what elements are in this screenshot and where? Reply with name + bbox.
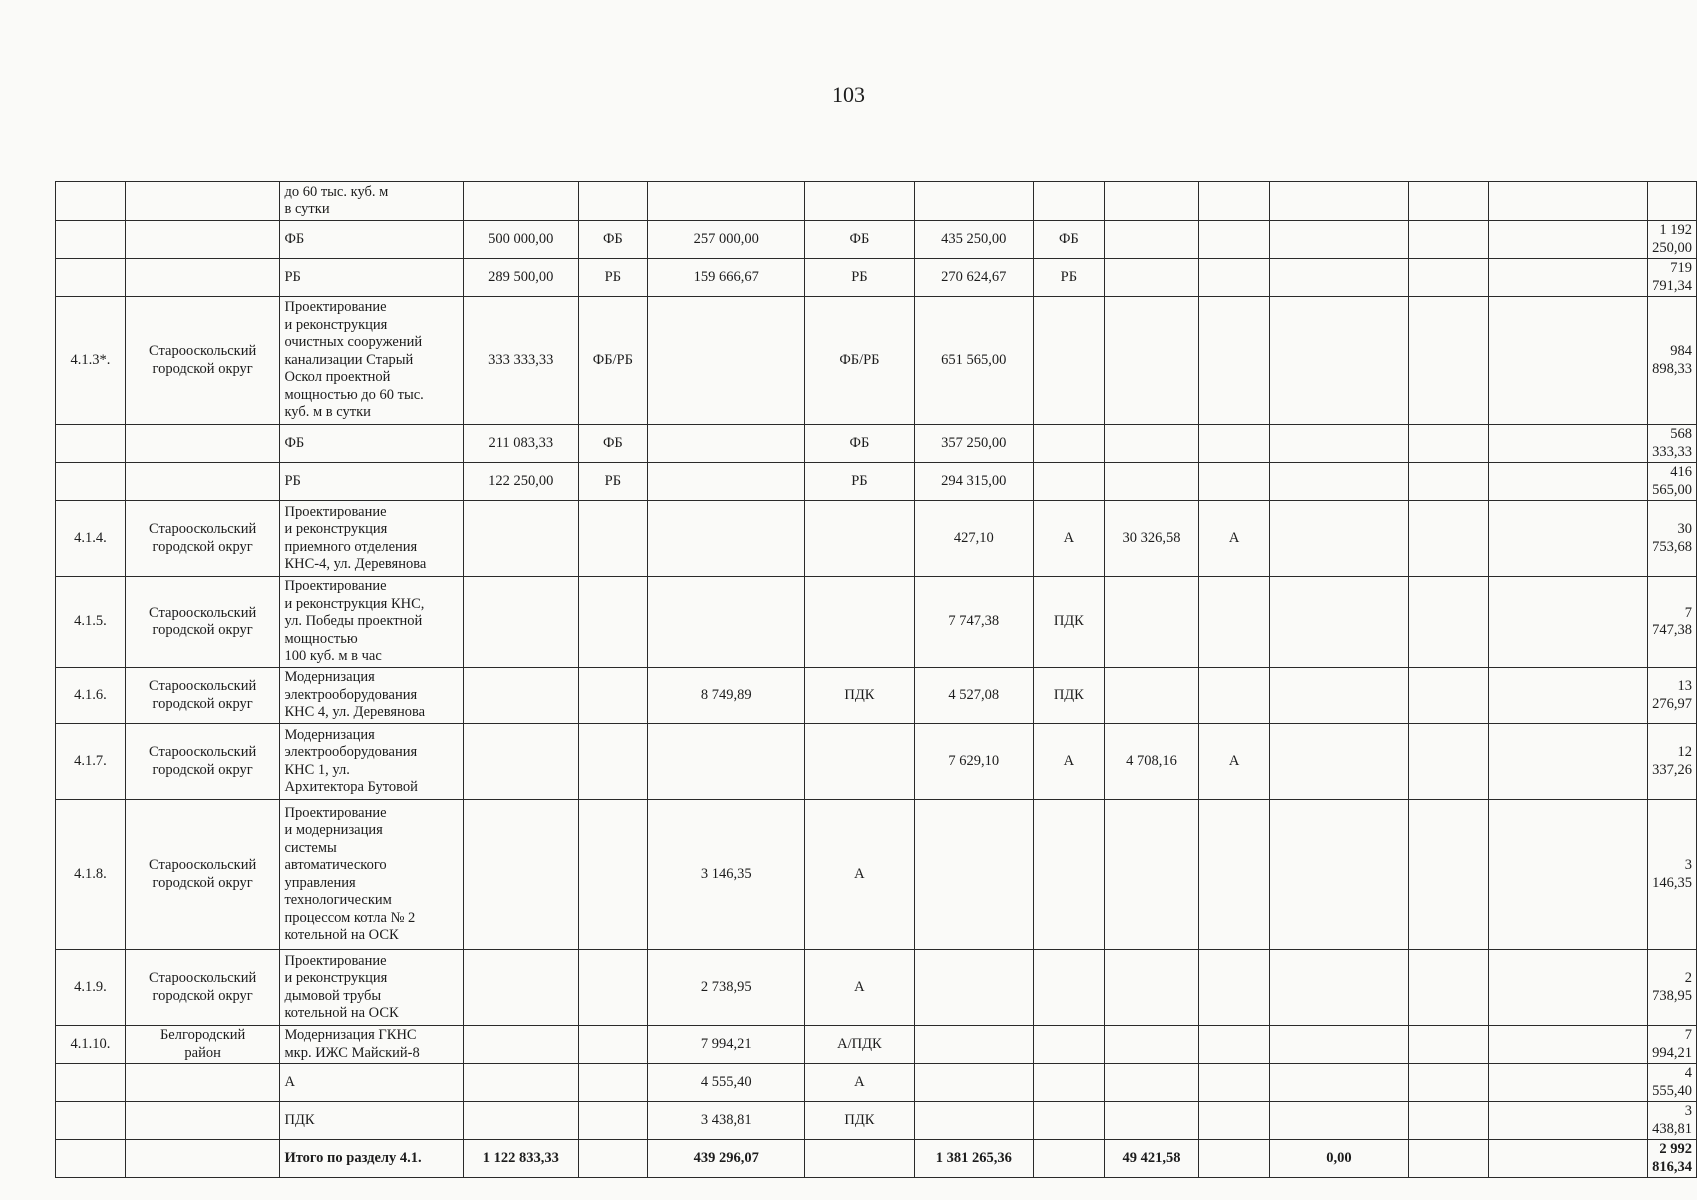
src-2022 — [1199, 950, 1270, 1026]
municipality — [125, 1064, 280, 1102]
src-2023 — [1408, 463, 1488, 501]
sum-2021: 1 381 265,36 — [914, 1140, 1033, 1178]
sum-2020 — [648, 425, 805, 463]
table-row — [56, 182, 1697, 221]
src-extra — [1489, 577, 1648, 668]
row-number — [56, 1140, 126, 1178]
sum-2023 — [1269, 668, 1408, 724]
src-2021 — [1033, 1140, 1104, 1178]
src-extra — [1489, 182, 1648, 221]
total-sum: 4 555,40 — [1648, 1064, 1697, 1102]
sum-2021 — [914, 1064, 1033, 1102]
src-2023 — [1408, 1026, 1488, 1064]
src-2023 — [1408, 221, 1488, 259]
sum-2022 — [1104, 1064, 1199, 1102]
table-row — [56, 501, 1697, 577]
total-sum: 3 438,81 — [1648, 1102, 1697, 1140]
src-2022 — [1199, 1026, 1270, 1064]
src-2019 — [578, 1026, 648, 1064]
src-extra — [1489, 1026, 1648, 1064]
src-2020: А/ПДК — [805, 1026, 914, 1064]
sum-2022 — [1104, 297, 1199, 425]
src-2020 — [805, 724, 914, 800]
src-2019: РБ — [578, 463, 648, 501]
table-row — [56, 724, 1697, 800]
table-row — [56, 800, 1697, 950]
municipality: Старооскольский городской округ — [125, 297, 280, 425]
total-sum: 2 992 816,34 — [1648, 1140, 1697, 1178]
src-2021 — [1033, 463, 1104, 501]
src-2019 — [578, 800, 648, 950]
src-2020 — [805, 1140, 914, 1178]
sum-2022 — [1104, 800, 1199, 950]
sum-2019 — [464, 950, 578, 1026]
sum-2020: 439 296,07 — [648, 1140, 805, 1178]
src-2022 — [1199, 800, 1270, 950]
src-extra — [1489, 425, 1648, 463]
sum-2019: 289 500,00 — [464, 259, 578, 297]
municipality: Старооскольский городской округ — [125, 800, 280, 950]
src-2019 — [578, 577, 648, 668]
src-2020 — [805, 577, 914, 668]
src-2021: ПДК — [1033, 577, 1104, 668]
sum-2019: 333 333,33 — [464, 297, 578, 425]
src-2023 — [1408, 1140, 1488, 1178]
src-extra — [1489, 501, 1648, 577]
object-name: ФБ — [280, 425, 464, 463]
sum-2023 — [1269, 724, 1408, 800]
src-extra — [1489, 668, 1648, 724]
sum-2023 — [1269, 577, 1408, 668]
total-sum: 12 337,26 — [1648, 724, 1697, 800]
src-extra — [1489, 221, 1648, 259]
src-2019: ФБ — [578, 221, 648, 259]
total-sum: 7 994,21 — [1648, 1026, 1697, 1064]
src-2023 — [1408, 577, 1488, 668]
src-extra — [1489, 800, 1648, 950]
sum-2021: 4 527,08 — [914, 668, 1033, 724]
municipality: Старооскольский городской округ — [125, 668, 280, 724]
src-2020: ПДК — [805, 1102, 914, 1140]
sum-2023 — [1269, 221, 1408, 259]
sum-2021: 270 624,67 — [914, 259, 1033, 297]
src-extra — [1489, 259, 1648, 297]
sum-2022 — [1104, 950, 1199, 1026]
src-2023 — [1408, 1102, 1488, 1140]
total-sum — [1648, 182, 1697, 221]
sum-2022 — [1104, 182, 1199, 221]
src-2020: РБ — [805, 259, 914, 297]
municipality — [125, 182, 280, 221]
sum-2019 — [464, 577, 578, 668]
src-2020: А — [805, 950, 914, 1026]
row-number — [56, 425, 126, 463]
sum-2023 — [1269, 463, 1408, 501]
sum-2023 — [1269, 259, 1408, 297]
src-2022 — [1199, 668, 1270, 724]
page-number: 103 — [832, 82, 865, 107]
src-2021 — [1033, 182, 1104, 221]
total-row — [56, 1140, 1697, 1178]
sum-2020 — [648, 463, 805, 501]
total-sum: 7 747,38 — [1648, 577, 1697, 668]
sum-2020 — [648, 182, 805, 221]
src-2021: ФБ — [1033, 221, 1104, 259]
table-row — [56, 668, 1697, 724]
src-2020: ПДК — [805, 668, 914, 724]
sum-2021 — [914, 182, 1033, 221]
row-number: 4.1.5. — [56, 577, 126, 668]
src-2020 — [805, 501, 914, 577]
sum-2019 — [464, 800, 578, 950]
src-extra — [1489, 1102, 1648, 1140]
sum-2022 — [1104, 259, 1199, 297]
sum-2020: 3 146,35 — [648, 800, 805, 950]
sum-2022: 30 326,58 — [1104, 501, 1199, 577]
object-name: А — [280, 1064, 464, 1102]
table-row — [56, 1064, 1697, 1102]
municipality — [125, 1140, 280, 1178]
src-2023 — [1408, 182, 1488, 221]
sum-2021: 7 629,10 — [914, 724, 1033, 800]
src-2021: А — [1033, 724, 1104, 800]
sum-2020: 8 749,89 — [648, 668, 805, 724]
table-row — [56, 577, 1697, 668]
municipality — [125, 425, 280, 463]
sum-2020 — [648, 297, 805, 425]
municipality: Старооскольский городской округ — [125, 577, 280, 668]
sum-2019: 211 083,33 — [464, 425, 578, 463]
sum-2019 — [464, 501, 578, 577]
object-name: до 60 тыс. куб. м в сутки — [280, 182, 464, 221]
src-2023 — [1408, 724, 1488, 800]
sum-2022 — [1104, 463, 1199, 501]
municipality: Старооскольский городской округ — [125, 724, 280, 800]
table-row — [56, 259, 1697, 297]
sum-2022: 4 708,16 — [1104, 724, 1199, 800]
sum-2021 — [914, 1102, 1033, 1140]
src-2019 — [578, 1140, 648, 1178]
sum-2023 — [1269, 800, 1408, 950]
src-2022 — [1199, 221, 1270, 259]
object-name: Модернизация электрооборудования КНС 1, ул. Архитектора Бутовой — [280, 724, 464, 800]
sum-2022: 49 421,58 — [1104, 1140, 1199, 1178]
sum-2020: 4 555,40 — [648, 1064, 805, 1102]
sum-2020 — [648, 577, 805, 668]
src-2020: А — [805, 1064, 914, 1102]
src-extra — [1489, 1140, 1648, 1178]
sum-2023 — [1269, 1026, 1408, 1064]
sum-2022 — [1104, 577, 1199, 668]
municipality: Белгородский район — [125, 1026, 280, 1064]
object-name: Модернизация ГКНС мкр. ИЖС Майский-8 — [280, 1026, 464, 1064]
src-extra — [1489, 1064, 1648, 1102]
row-number — [56, 182, 126, 221]
src-2019 — [578, 1064, 648, 1102]
row-number: 4.1.6. — [56, 668, 126, 724]
src-2019 — [578, 668, 648, 724]
src-2020: ФБ — [805, 425, 914, 463]
sum-2023 — [1269, 425, 1408, 463]
sum-2023 — [1269, 501, 1408, 577]
municipality: Старооскольский городской округ — [125, 950, 280, 1026]
total-sum: 719 791,34 — [1648, 259, 1697, 297]
row-number — [56, 463, 126, 501]
sum-2023 — [1269, 950, 1408, 1026]
object-name: Модернизация электрооборудования КНС 4, ул. Деревянова — [280, 668, 464, 724]
src-2022 — [1199, 1140, 1270, 1178]
table-row — [56, 425, 1697, 463]
src-2020: ФБ/РБ — [805, 297, 914, 425]
sum-2023 — [1269, 182, 1408, 221]
sum-2019: 1 122 833,33 — [464, 1140, 578, 1178]
src-2023 — [1408, 501, 1488, 577]
sum-2020: 3 438,81 — [648, 1102, 805, 1140]
sum-2020: 2 738,95 — [648, 950, 805, 1026]
row-number: 4.1.8. — [56, 800, 126, 950]
sum-2020: 257 000,00 — [648, 221, 805, 259]
sum-2019: 122 250,00 — [464, 463, 578, 501]
sum-2021: 294 315,00 — [914, 463, 1033, 501]
sum-2021 — [914, 1026, 1033, 1064]
row-number: 4.1.7. — [56, 724, 126, 800]
table-row — [56, 1102, 1697, 1140]
municipality — [125, 221, 280, 259]
src-2019 — [578, 501, 648, 577]
src-2023 — [1408, 259, 1488, 297]
src-2021 — [1033, 1102, 1104, 1140]
sum-2023 — [1269, 297, 1408, 425]
object-name: Проектирование и реконструкция КНС, ул. Победы проектной мощностью 100 куб. м в час — [280, 577, 464, 668]
src-2022 — [1199, 1102, 1270, 1140]
object-name: РБ — [280, 259, 464, 297]
sum-2019 — [464, 182, 578, 221]
src-2021 — [1033, 1026, 1104, 1064]
src-2019: РБ — [578, 259, 648, 297]
src-2019 — [578, 950, 648, 1026]
src-extra — [1489, 950, 1648, 1026]
sum-2019 — [464, 724, 578, 800]
sum-2023: 0,00 — [1269, 1140, 1408, 1178]
sum-2020 — [648, 724, 805, 800]
src-2021: РБ — [1033, 259, 1104, 297]
src-extra — [1489, 463, 1648, 501]
src-2021 — [1033, 950, 1104, 1026]
src-2023 — [1408, 1064, 1488, 1102]
src-2023 — [1408, 425, 1488, 463]
src-2023 — [1408, 297, 1488, 425]
object-name: ПДК — [280, 1102, 464, 1140]
sum-2022 — [1104, 1026, 1199, 1064]
src-2022 — [1199, 463, 1270, 501]
table-row — [56, 1026, 1697, 1064]
src-2023 — [1408, 800, 1488, 950]
table-row — [56, 221, 1697, 259]
sum-2021: 357 250,00 — [914, 425, 1033, 463]
budget-table — [55, 181, 1697, 1178]
src-2022 — [1199, 297, 1270, 425]
object-name: Итого по разделу 4.1. — [280, 1140, 464, 1178]
src-2019: ФБ — [578, 425, 648, 463]
sum-2021 — [914, 800, 1033, 950]
src-2021 — [1033, 800, 1104, 950]
sum-2019 — [464, 1102, 578, 1140]
src-2019 — [578, 724, 648, 800]
municipality: Старооскольский городской округ — [125, 501, 280, 577]
src-extra — [1489, 724, 1648, 800]
src-2020: РБ — [805, 463, 914, 501]
src-2019 — [578, 182, 648, 221]
row-number: 4.1.10. — [56, 1026, 126, 1064]
src-2019: ФБ/РБ — [578, 297, 648, 425]
total-sum: 416 565,00 — [1648, 463, 1697, 501]
total-sum: 1 192 250,00 — [1648, 221, 1697, 259]
total-sum: 568 333,33 — [1648, 425, 1697, 463]
sum-2023 — [1269, 1064, 1408, 1102]
object-name: ФБ — [280, 221, 464, 259]
src-2021: А — [1033, 501, 1104, 577]
sum-2019 — [464, 1026, 578, 1064]
sum-2019 — [464, 1064, 578, 1102]
src-2020: ФБ — [805, 221, 914, 259]
sum-2020 — [648, 501, 805, 577]
row-number — [56, 1064, 126, 1102]
row-number — [56, 1102, 126, 1140]
row-number: 4.1.3*. — [56, 297, 126, 425]
total-sum: 984 898,33 — [1648, 297, 1697, 425]
table-row — [56, 463, 1697, 501]
object-name: РБ — [280, 463, 464, 501]
row-number: 4.1.9. — [56, 950, 126, 1026]
src-2022 — [1199, 425, 1270, 463]
src-2023 — [1408, 668, 1488, 724]
table-row — [56, 297, 1697, 425]
total-sum: 3 146,35 — [1648, 800, 1697, 950]
src-2020 — [805, 182, 914, 221]
sum-2021: 435 250,00 — [914, 221, 1033, 259]
src-2021 — [1033, 297, 1104, 425]
object-name: Проектирование и модернизация системы автоматического управления технологическим процессом котла № 2 котельной на ОСК — [280, 800, 464, 950]
src-2022 — [1199, 182, 1270, 221]
object-name: Проектирование и реконструкция приемного отделения КНС-4, ул. Деревянова — [280, 501, 464, 577]
sum-2021: 651 565,00 — [914, 297, 1033, 425]
sum-2020: 7 994,21 — [648, 1026, 805, 1064]
total-sum: 13 276,97 — [1648, 668, 1697, 724]
sum-2023 — [1269, 1102, 1408, 1140]
src-2019 — [578, 1102, 648, 1140]
src-2021 — [1033, 1064, 1104, 1102]
municipality — [125, 1102, 280, 1140]
src-2021 — [1033, 425, 1104, 463]
src-2022 — [1199, 577, 1270, 668]
sum-2021: 427,10 — [914, 501, 1033, 577]
sum-2019 — [464, 668, 578, 724]
sum-2021: 7 747,38 — [914, 577, 1033, 668]
sum-2022 — [1104, 221, 1199, 259]
src-2022: А — [1199, 724, 1270, 800]
municipality — [125, 259, 280, 297]
total-sum: 30 753,68 — [1648, 501, 1697, 577]
row-number: 4.1.4. — [56, 501, 126, 577]
sum-2019: 500 000,00 — [464, 221, 578, 259]
object-name: Проектирование и реконструкция очистных сооружений канализации Старый Оскол проектной мощностью до 60 тыс. куб. м в сутки — [280, 297, 464, 425]
src-2022 — [1199, 259, 1270, 297]
src-2020: А — [805, 800, 914, 950]
sum-2022 — [1104, 668, 1199, 724]
src-2021: ПДК — [1033, 668, 1104, 724]
sum-2021 — [914, 950, 1033, 1026]
object-name: Проектирование и реконструкция дымовой трубы котельной на ОСК — [280, 950, 464, 1026]
sum-2020: 159 666,67 — [648, 259, 805, 297]
row-number — [56, 221, 126, 259]
src-2023 — [1408, 950, 1488, 1026]
row-number — [56, 259, 126, 297]
total-sum: 2 738,95 — [1648, 950, 1697, 1026]
municipality — [125, 463, 280, 501]
src-2022: А — [1199, 501, 1270, 577]
src-2022 — [1199, 1064, 1270, 1102]
table-row — [56, 950, 1697, 1026]
sum-2022 — [1104, 1102, 1199, 1140]
sum-2022 — [1104, 425, 1199, 463]
src-extra — [1489, 297, 1648, 425]
